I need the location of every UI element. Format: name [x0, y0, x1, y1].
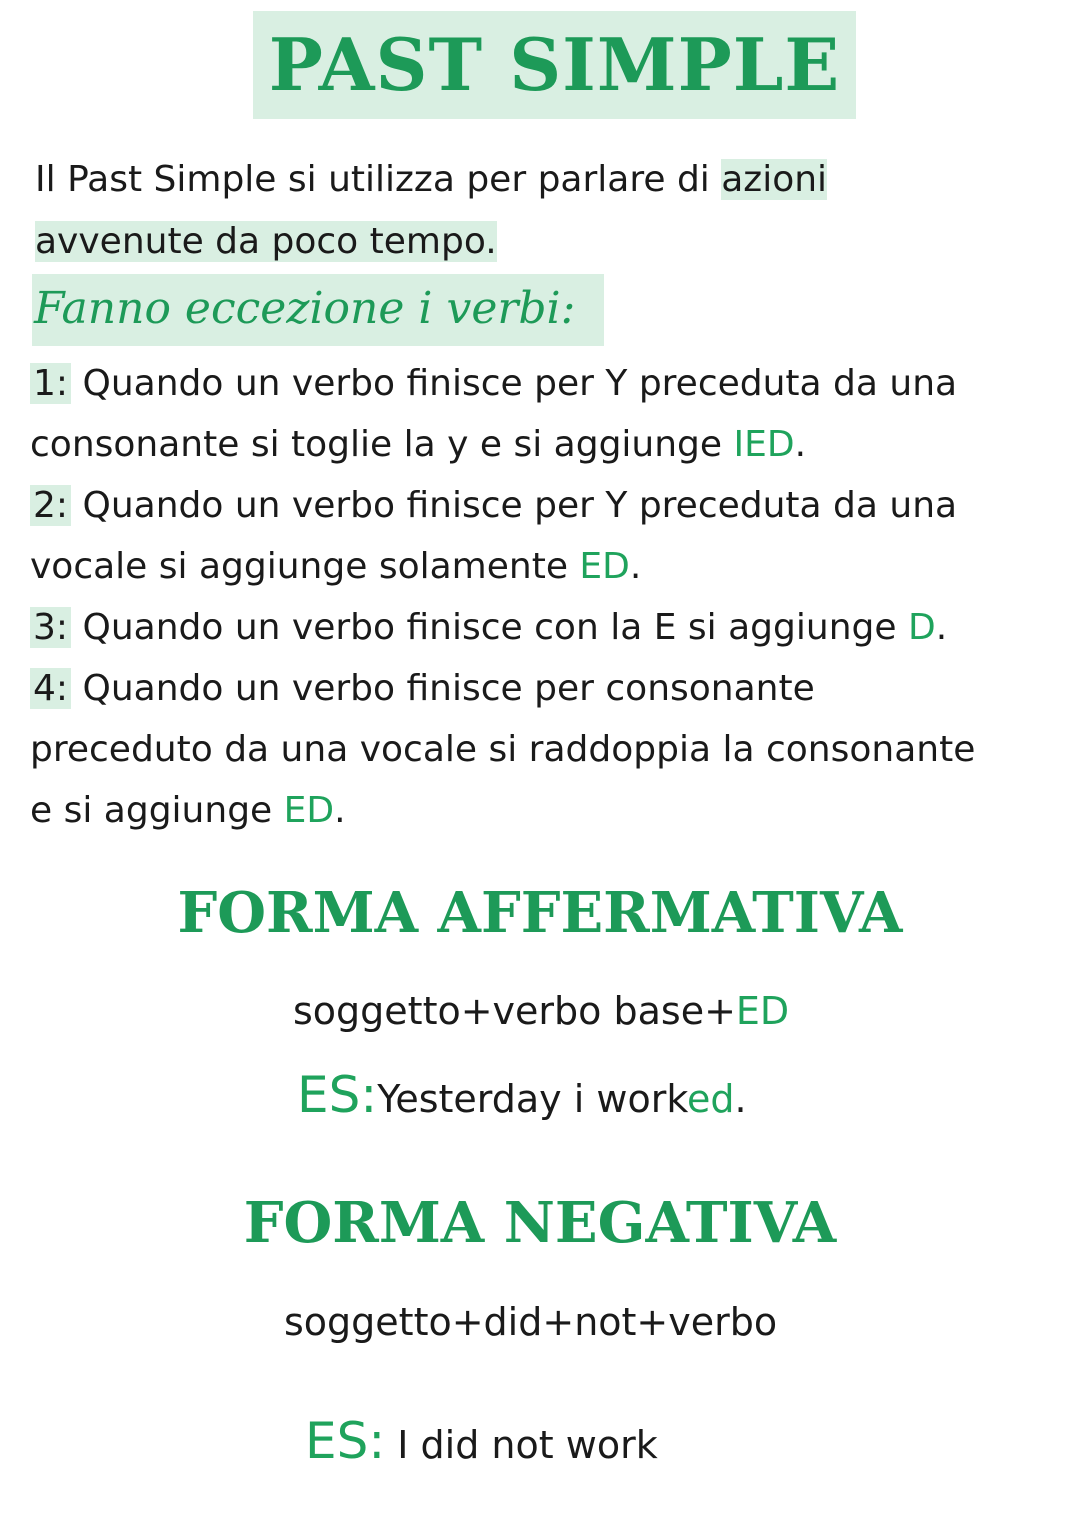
negative-formula: soggetto+did+not+verbo — [284, 1300, 778, 1344]
rule-2-line-1: 2: Quando un verbo finisce per Y preceduta da una — [30, 480, 957, 532]
affirmative-example-label: ES: — [297, 1066, 378, 1124]
affirmative-formula-suffix: ED — [735, 989, 790, 1033]
affirmative-formula: soggetto+verbo base+ED — [293, 989, 790, 1033]
intro-highlight-1: azioni — [721, 159, 828, 200]
intro-line-1: Il Past Simple si utilizza per parlare di azioni — [35, 159, 828, 200]
rule-1-line-2: consonante si toglie la y e si aggiunge IED. — [30, 424, 807, 465]
rule-4-line-2: preceduto da una vocale si raddoppia la consonante — [30, 729, 976, 770]
negative-example: ES: I did not work — [305, 1412, 658, 1470]
rule-3-number: 3: — [30, 607, 71, 648]
affirmative-heading: FORMA AFFERMATIVA — [177, 880, 903, 946]
affirmative-example: ES:Yesterday i worked. — [297, 1066, 747, 1124]
exceptions-heading: Fanno eccezione i verbi: — [32, 274, 604, 346]
rule-4-number: 4: — [30, 668, 71, 709]
rule-1-suffix: IED — [733, 424, 795, 465]
intro-highlight-2: avvenute da poco tempo. — [35, 221, 497, 262]
rule-3-line-1: 3: Quando un verbo finisce con la E si aggiunge D. — [30, 602, 947, 654]
intro-line-2 — [35, 216, 497, 268]
rule-4-suffix: ED — [283, 790, 335, 831]
rule-1-number: 1: — [30, 363, 71, 404]
page-title: PAST SIMPLE — [253, 11, 856, 119]
rule-4-line-1: 4: Quando un verbo finisce per consonante — [30, 663, 815, 715]
negative-example-label: ES: — [305, 1412, 386, 1470]
rule-2-suffix: ED — [579, 546, 630, 587]
rule-1-line-1: 1: Quando un verbo finisce per Y preceduta da una — [30, 358, 957, 410]
rule-2-line-2: vocale si aggiunge solamente ED. — [30, 546, 642, 587]
rule-4-line-3: e si aggiunge ED. — [30, 790, 346, 831]
rule-3-suffix: D — [907, 607, 936, 648]
negative-heading: FORMA NEGATIVA — [243, 1190, 837, 1256]
rule-2-number: 2: — [30, 485, 71, 526]
affirmative-example-suffix: ed — [686, 1077, 735, 1121]
